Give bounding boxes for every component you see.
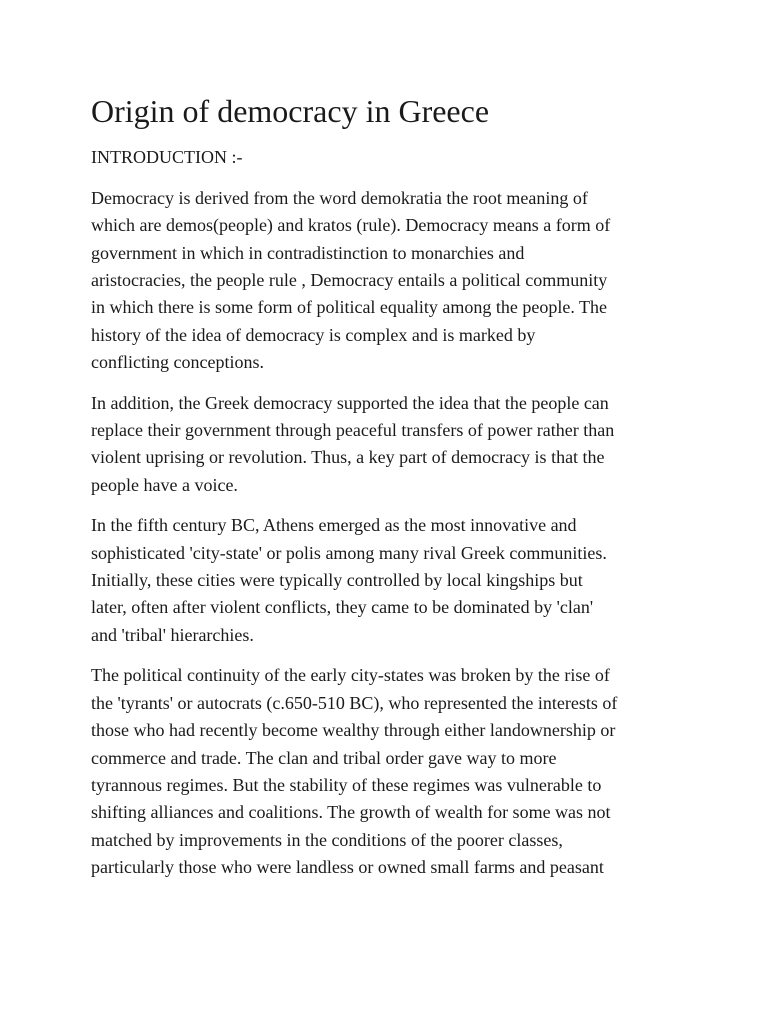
text-line: the 'tyrants' or autocrats (c.650-510 BC), who represented the interests of (91, 692, 618, 713)
paragraph-tyrants (91, 662, 708, 881)
text-line: In addition, the Greek democracy supported the idea that the people can (91, 392, 609, 413)
paragraph-athens (91, 512, 708, 649)
paragraph-peaceful-transfer (91, 390, 708, 500)
text-line: violent uprising or revolution. Thus, a key part of democracy is that the (91, 447, 605, 468)
text-line: in which there is some form of political equality among the people. The (91, 297, 608, 318)
text-line: The political continuity of the early city-states was broken by the rise of (91, 665, 610, 686)
text-line: which are demos(people) and kratos (rule). Democracy means a form of (91, 215, 611, 236)
text-line: replace their government through peaceful transfers of power rather than (91, 420, 615, 441)
text-line: Democracy is derived from the word demokratia the root meaning of (91, 187, 588, 208)
text-line: INTRODUCTION :- (91, 147, 243, 168)
text-line: history of the idea of democracy is complex and is marked by (91, 324, 536, 345)
text-line: commerce and trade. The clan and tribal order gave way to more (91, 747, 557, 768)
text-line: people have a voice. (91, 474, 238, 495)
text-line: aristocracies, the people rule , Democracy entails a political community (91, 270, 608, 291)
document-title: Origin of democracy in Greece (91, 93, 490, 129)
text-line: In the fifth century BC, Athens emerged as the most innovative and (91, 515, 577, 536)
introduction-heading (91, 144, 708, 171)
text-line: tyrannous regimes. But the stability of these regimes was vulnerable to (91, 774, 602, 795)
text-line: and 'tribal' hierarchies. (91, 624, 254, 645)
paragraph-definition (91, 185, 708, 377)
text-line: particularly those who were landless or owned small farms and peasant (91, 857, 604, 878)
text-line: matched by improvements in the conditions of the poorer classes, (91, 829, 563, 850)
text-line: government in which in contradistinction to monarchies and (91, 242, 525, 263)
text-line: conflicting conceptions. (91, 352, 264, 373)
text-line: sophisticated 'city-state' or polis among many rival Greek communities. (91, 542, 607, 563)
text-line: shifting alliances and coalitions. The growth of wealth for some was not (91, 802, 611, 823)
text-line: later, often after violent conflicts, they came to be dominated by 'clan' (91, 597, 594, 618)
text-line: those who had recently become wealthy through either landownership or (91, 720, 616, 741)
text-line: Initially, these cities were typically controlled by local kingships but (91, 570, 583, 591)
